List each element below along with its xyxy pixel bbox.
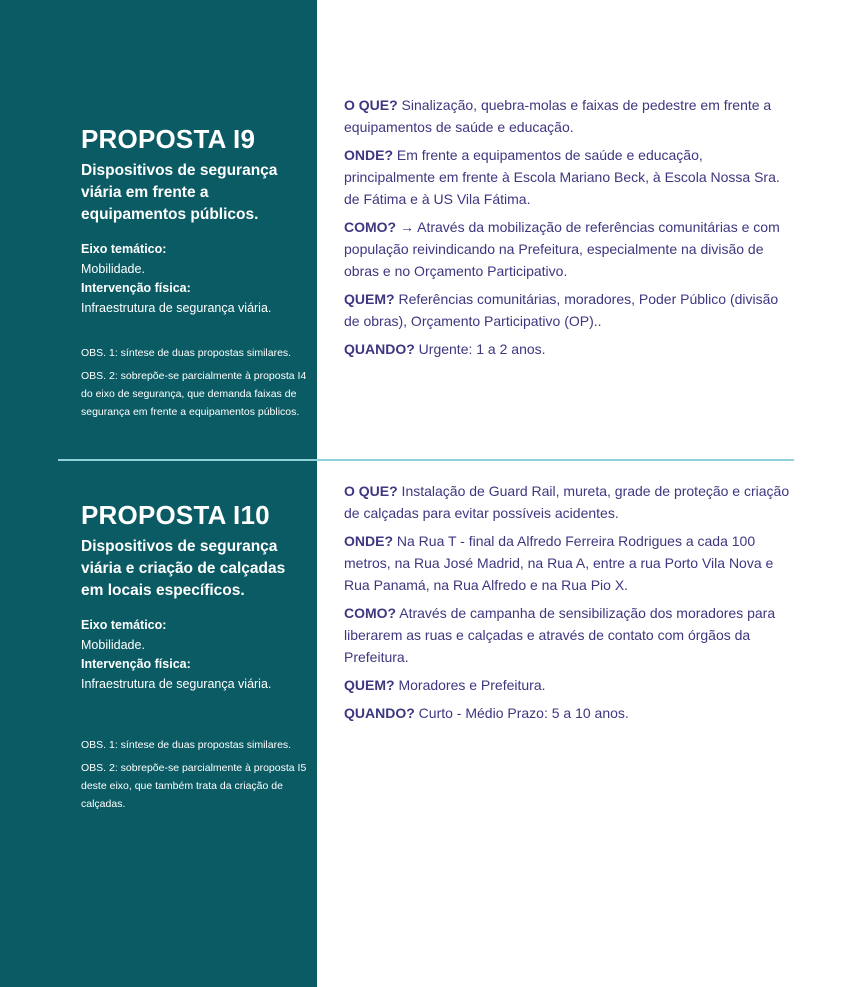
intervencao-label: Intervenção física: [81, 281, 191, 295]
obs-note-1: OBS. 1: síntese de duas propostas similares. [81, 739, 292, 751]
detail-key: QUEM? [344, 677, 395, 693]
proposal-i9-summary [81, 124, 311, 426]
eixo-value: Mobilidade. [81, 637, 145, 652]
proposal-title: PROPOSTA I10 [81, 500, 270, 530]
proposal-i10-details [344, 480, 796, 730]
detail-text: Urgente: 1 a 2 anos. [414, 341, 546, 357]
eixo-value: Mobilidade. [81, 261, 145, 276]
detail-text: Moradores e Prefeitura. [394, 677, 546, 693]
detail-text: Instalação de Guard Rail, mureta, grade de proteção e criação de calçadas para evitar possíveis acidentes. [344, 483, 790, 521]
proposal-notes [81, 736, 311, 813]
detail-key: ONDE? [344, 533, 393, 549]
proposal-meta [81, 616, 311, 694]
detail-when [344, 702, 796, 724]
detail-who [344, 288, 796, 332]
intervencao-label: Intervenção física: [81, 657, 191, 671]
detail-text: → Através da mobilização de referências comunitárias e com população reivindicando na Prefeitura, especialmente na divisão de obras e no Orçamento Participativo. [344, 219, 780, 279]
detail-key: O QUE? [344, 483, 398, 499]
obs-note-1: OBS. 1: síntese de duas propostas similares. [81, 347, 292, 359]
detail-where [344, 530, 796, 596]
eixo-label: Eixo temático: [81, 618, 167, 632]
detail-key: QUANDO? [344, 341, 415, 357]
obs-note-2: OBS. 2: sobrepõe-se parcialmente à proposta I5 deste eixo, que também trata da criação de calçadas. [81, 762, 307, 810]
detail-key: O QUE? [344, 97, 398, 113]
detail-text: Referências comunitárias, moradores, Poder Público (divisão de obras), Orçamento Participativo (OP).. [344, 291, 779, 329]
detail-what [344, 94, 796, 138]
proposal-subtitle: Dispositivos de segurança viária em frente a equipamentos públicos. [81, 162, 278, 223]
section-divider [58, 459, 794, 461]
intervencao-value: Infraestrutura de segurança viária. [81, 676, 272, 691]
detail-key: QUEM? [344, 291, 395, 307]
intervencao-value: Infraestrutura de segurança viária. [81, 300, 272, 315]
proposal-notes [81, 344, 311, 421]
detail-key: QUANDO? [344, 705, 415, 721]
proposal-i9-details [344, 94, 796, 366]
detail-what [344, 480, 796, 524]
detail-text: Na Rua T - final da Alfredo Ferreira Rodrigues a cada 100 metros, na Rua José Madrid, na Rua A, entre a rua Porto Vila Nova e Rua Panamá, na Rua Alfredo e na Rua Pio X. [344, 533, 774, 593]
detail-key: COMO? [344, 605, 397, 621]
detail-key: COMO? [344, 219, 397, 235]
proposal-i10-summary [81, 500, 311, 818]
proposal-title: PROPOSTA I9 [81, 124, 256, 154]
detail-how [344, 602, 796, 668]
detail-text: Curto - Médio Prazo: 5 a 10 anos. [414, 705, 629, 721]
detail-where [344, 144, 796, 210]
proposal-subtitle: Dispositivos de segurança viária e criação de calçadas em locais específicos. [81, 538, 286, 599]
detail-text: Sinalização, quebra-molas e faixas de pedestre em frente a equipamentos de saúde e educação. [344, 97, 772, 135]
detail-text: Através de campanha de sensibilização dos moradores para liberarem as ruas e calçadas e através de contato com órgãos da Prefeitura. [344, 605, 776, 665]
detail-text: Em frente a equipamentos de saúde e educação, principalmente em frente à Escola Mariano Beck, à Escola Nossa Sra. de Fátima e à US Vila Fátima. [344, 147, 780, 207]
detail-key: ONDE? [344, 147, 393, 163]
detail-when [344, 338, 796, 360]
proposal-meta [81, 240, 311, 318]
eixo-label: Eixo temático: [81, 242, 167, 256]
obs-note-2: OBS. 2: sobrepõe-se parcialmente à proposta I4 do eixo de segurança, que demanda faixas de segurança em frente a equipamentos públicos. [81, 370, 307, 418]
detail-how [344, 216, 796, 282]
detail-who [344, 674, 796, 696]
